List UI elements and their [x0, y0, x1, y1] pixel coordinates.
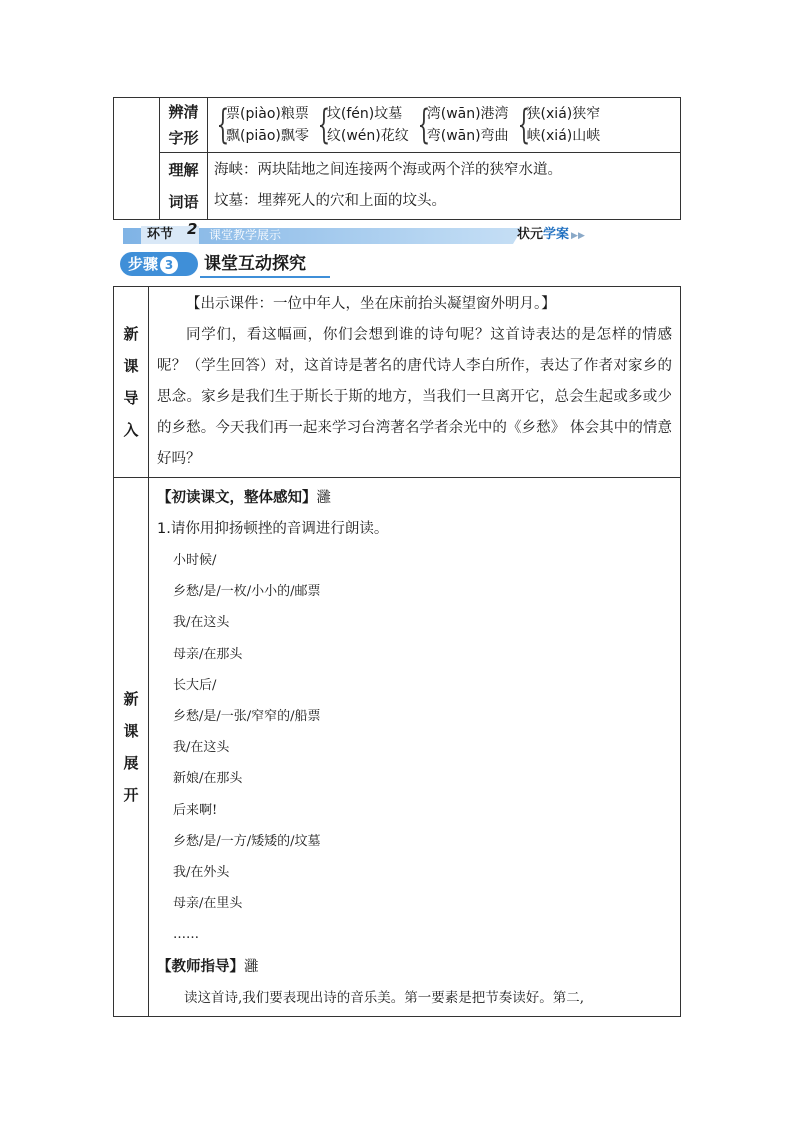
label-distinguish: 辨清 字形	[160, 98, 208, 153]
poem: 小时候/ 乡愁/是/一枚/小小的/邮票 我/在这头 母亲/在那头 长大后/ 乡愁/是/一张/窄窄的/船票 我/在这头 新娘/在那头 后来啊! 乡愁/是/一方/矮矮的/坟墓 我/在外头 母亲/在里头 ……	[173, 553, 321, 943]
courseware-note: 【出示课件：一位中年人，坐在床前抬头凝望窗外明月。】	[186, 296, 556, 312]
banner-subtitle: 课堂教学展示	[209, 228, 282, 242]
char-pairs	[208, 98, 681, 153]
heading-teacher-guide: 【教师指导】灉	[157, 958, 259, 975]
vocab-table	[113, 97, 681, 220]
banner-number: 2	[187, 220, 198, 238]
double-arrow-icon: ▶▶	[571, 231, 585, 241]
label-expand: 新 课 展 开	[114, 478, 149, 1017]
guide-text: 读这首诗,我们要表现出诗的音乐美。第一要素是把节奏读好。第二,	[184, 989, 585, 1006]
intro-text: 同学们，看这幅画，你们会想到谁的诗句呢？这首诗表达的是怎样的情感呢？（学生回答）对，这首诗是著名的唐代诗人李白所作，表达了作者对家乡的思念。家乡是我们生于斯长于斯的地方，当我们一旦离开它，总会生起或多或少的乡愁。今天我们再一起来学习台湾著名学者余光中的《乡愁》 体会其中的情意好吗？	[157, 327, 672, 467]
step-pill: 步骤 3	[120, 252, 198, 276]
heading-first-read: 【初读课文，整体感知】灉	[157, 490, 331, 506]
label-understand: 理解 词语	[160, 153, 208, 220]
lesson-table	[113, 286, 681, 1017]
label-intro: 新 课 导 入	[114, 287, 149, 478]
char-pair: { 湾(wān)港湾 弯(wān)弯曲	[417, 102, 509, 148]
char-pair: { 坟(fén)坟墓 纹(wén)花纹	[317, 102, 409, 148]
blank-cell	[114, 98, 160, 220]
instruction-item: 1.请你用抑扬顿挫的音调进行朗读。	[157, 521, 389, 537]
intro-content	[149, 287, 681, 478]
step-number: 3	[160, 256, 178, 274]
char-pair: { 票(piào)粮票 飘(piāo)飘零	[216, 102, 309, 148]
banner-brand: 状元学案 ▶▶	[517, 227, 585, 242]
banner-tab: 环节	[141, 226, 199, 244]
step-title: 课堂互动探究	[204, 254, 306, 274]
definitions: 海峡：两块陆地之间连接两个海或两个洋的狭窄水道。 坟墓：埋葬死人的穴和上面的坟头。	[208, 153, 681, 220]
section-banner	[113, 220, 681, 244]
char-pair: { 狭(xiá)狭窄 峡(xiá)山峡	[517, 102, 601, 148]
expand-content	[149, 478, 681, 1017]
